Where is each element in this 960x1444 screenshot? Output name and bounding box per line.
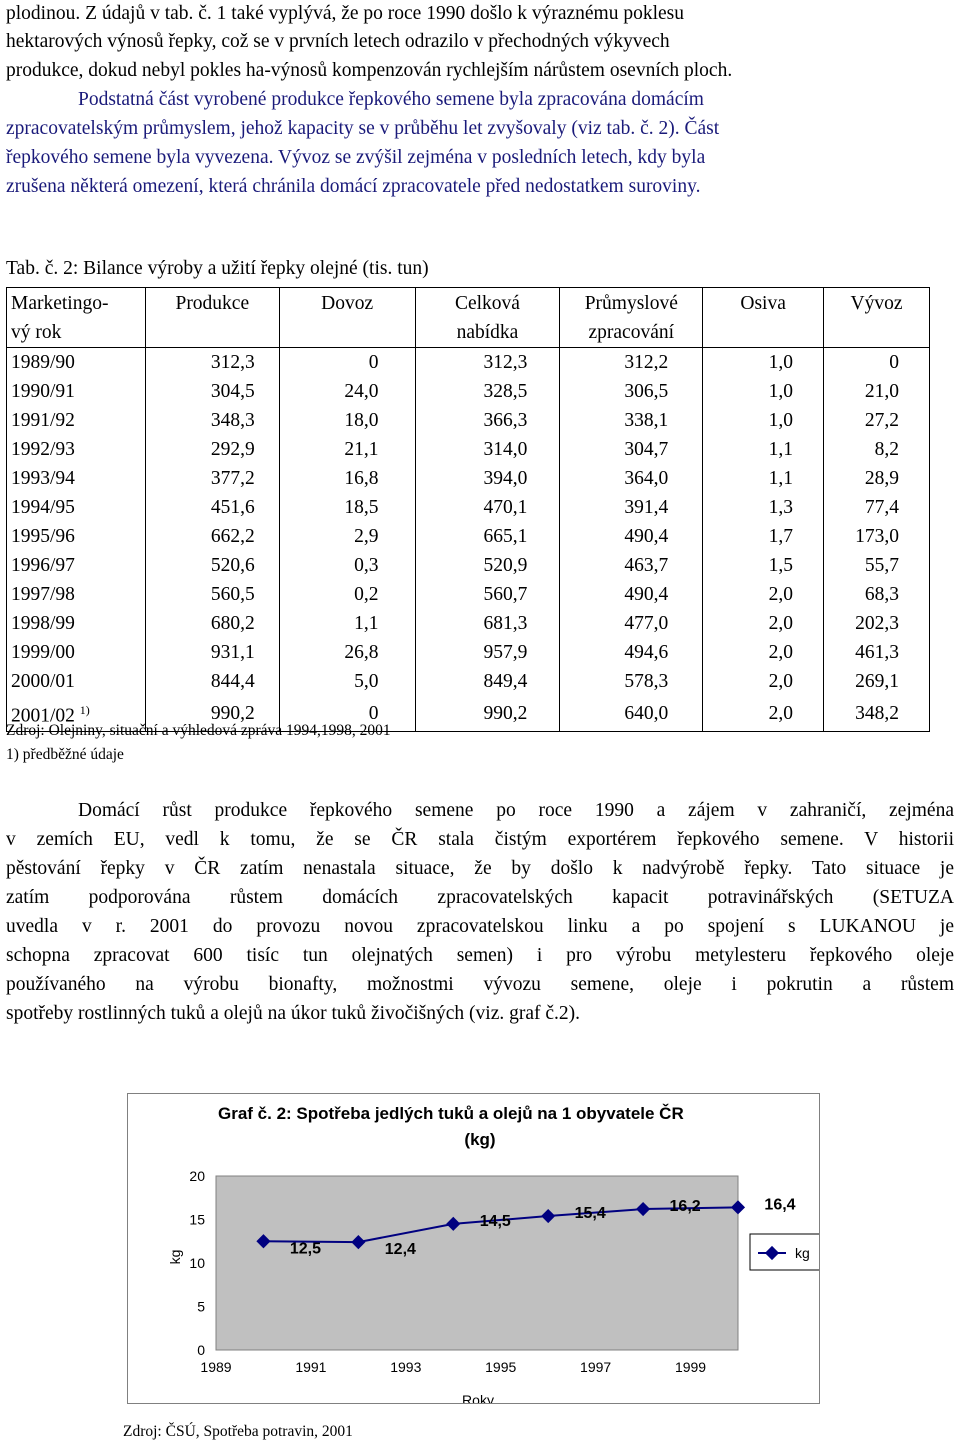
table-cell: 306,5 — [560, 377, 703, 406]
data-label: 16,4 — [764, 1196, 796, 1214]
header-year: Marketingo- vý rok — [7, 288, 146, 348]
table-cell: 0 — [824, 348, 930, 378]
table-cell: 1,1 — [703, 435, 824, 464]
intro-line: Podstatná část vyrobené produkce řepkového semene byla zpracována domácím — [78, 89, 704, 110]
body-line: v zemích EU, vedl k tomu, že se ČR stala čistým exportérem řepkového semene. V historii — [6, 829, 954, 850]
table-cell: 328,5 — [415, 377, 560, 406]
table-cell: 24,0 — [279, 377, 415, 406]
chart-title-line-1: Graf č. 2: Spotřeba jedlých tuků a olejů na 1 obyvatele ČR — [218, 1104, 684, 1123]
x-tick-label: 1995 — [485, 1359, 517, 1375]
x-tick-label: 1991 — [295, 1359, 327, 1375]
legend — [750, 1234, 819, 1270]
table-source: Zdroj: Olejniny, situační a výhledová zpráva 1994,1998, 2001 — [6, 722, 391, 739]
table-row — [7, 638, 930, 667]
chart-frame — [127, 1093, 820, 1404]
chart-source: Zdroj: ČSÚ, Spotřeba potravin, 2001 — [123, 1423, 353, 1440]
table-cell: 391,4 — [560, 493, 703, 522]
table-row — [7, 406, 930, 435]
footnote-marker: 1) — [79, 703, 90, 717]
table-cell: 269,1 — [824, 667, 930, 696]
table-cell: 2,0 — [703, 638, 824, 667]
body-line: používaného na výrobu bionafty, možnostmi vývozu semene, oleje i pokrutin a růstem — [6, 974, 954, 995]
table-cell: 1,3 — [703, 493, 824, 522]
table-cell: 990,2 — [415, 696, 560, 731]
table-cell: 312,3 — [145, 348, 279, 378]
table-cell-year: 2000/01 — [7, 667, 146, 696]
table-cell: 304,5 — [145, 377, 279, 406]
x-axis-label: Roky — [462, 1392, 494, 1403]
y-tick-label: 20 — [189, 1168, 205, 1184]
table-cell: 21,1 — [279, 435, 415, 464]
table-cell: 640,0 — [560, 696, 703, 731]
table-cell: 28,9 — [824, 464, 930, 493]
table-cell: 0 — [279, 348, 415, 378]
body-line: zatím podporována růstem domácích zpracovatelských kapacit potravinářských (SETUZA — [6, 887, 954, 908]
table-cell: 377,2 — [145, 464, 279, 493]
table-cell: 394,0 — [415, 464, 560, 493]
table-cell: 173,0 — [824, 522, 930, 551]
body-line: Domácí růst produkce řepkového semene po roce 1990 a zájem v zahraničí, zejména — [78, 800, 954, 821]
table-row — [7, 667, 930, 696]
table-row — [7, 348, 930, 378]
table-cell: 0,3 — [279, 551, 415, 580]
table-cell: 348,2 — [824, 696, 930, 731]
table-cell: 477,0 — [560, 609, 703, 638]
table-cell: 560,7 — [415, 580, 560, 609]
table-cell: 27,2 — [824, 406, 930, 435]
table-cell: 844,4 — [145, 667, 279, 696]
intro-line: plodinou. Z údajů v tab. č. 1 také vyplývá, že po roce 1990 došlo k výraznému poklesu — [6, 3, 685, 24]
table-cell-year-text: 2001/02 — [11, 705, 75, 727]
header-prumyslove-zpracovani: Průmyslové zpracování — [560, 288, 703, 348]
data-label: 16,2 — [669, 1198, 701, 1216]
bilance-table — [6, 287, 930, 732]
table-cell: 665,1 — [415, 522, 560, 551]
table-cell: 1,7 — [703, 522, 824, 551]
data-label: 12,5 — [289, 1240, 322, 1258]
table-cell: 849,4 — [415, 667, 560, 696]
table-row — [7, 580, 930, 609]
table-cell: 202,3 — [824, 609, 930, 638]
y-tick-label: 0 — [197, 1342, 205, 1358]
table-cell: 77,4 — [824, 493, 930, 522]
table-cell: 2,0 — [703, 696, 824, 731]
table-cell-year: 1991/92 — [7, 406, 146, 435]
chart-title-line-2: (kg) — [464, 1130, 496, 1149]
table-header-row — [7, 288, 930, 348]
legend-label: kg — [795, 1245, 810, 1261]
table-cell: 364,0 — [560, 464, 703, 493]
table-cell: 16,8 — [279, 464, 415, 493]
table-cell: 0,2 — [279, 580, 415, 609]
table-cell: 18,0 — [279, 406, 415, 435]
table-cell: 1,0 — [703, 348, 824, 378]
header-produkce: Produkce — [145, 288, 279, 348]
table-cell: 931,1 — [145, 638, 279, 667]
y-tick-label: 15 — [189, 1211, 205, 1228]
table-cell: 2,9 — [279, 522, 415, 551]
table-cell: 470,1 — [415, 493, 560, 522]
table-cell: 338,1 — [560, 406, 703, 435]
table-cell: 680,2 — [145, 609, 279, 638]
table-cell: 348,3 — [145, 406, 279, 435]
body-line: schopna zpracovat 600 tisíc tun olejnatých semen) i pro výrobu metylesteru řepkového oleje — [6, 945, 954, 966]
table-cell: 366,3 — [415, 406, 560, 435]
table-cell: 490,4 — [560, 580, 703, 609]
table-cell: 0 — [279, 696, 415, 731]
table-cell: 494,6 — [560, 638, 703, 667]
intro-line: produkce, dokud nebyl pokles ha-výnosů kompenzován rychlejším nárůstem osevních ploch. — [6, 60, 733, 81]
header-dovoz: Dovoz — [279, 288, 415, 348]
table-cell: 2,0 — [703, 580, 824, 609]
intro-line: hektarových výnosů řepky, což se v prvních letech odrazilo v přechodných výkyvech — [6, 31, 670, 52]
table-cell: 520,9 — [415, 551, 560, 580]
y-tick-label: 10 — [189, 1255, 205, 1271]
table-caption: Tab. č. 2: Bilance výroby a užití řepky olejné (tis. tun) — [6, 258, 429, 279]
table-cell: 463,7 — [560, 551, 703, 580]
table-cell: 312,2 — [560, 348, 703, 378]
body-line: uvedla v r. 2001 do provozu novou zpracovatelskou linku a po spojení s LUKANOU je — [6, 916, 954, 937]
consumption-line-chart — [128, 1094, 819, 1403]
table-cell: 451,6 — [145, 493, 279, 522]
table-cell: 520,6 — [145, 551, 279, 580]
table-cell-year: 1995/96 — [7, 522, 146, 551]
data-label: 15,4 — [574, 1205, 606, 1223]
table-cell: 990,2 — [145, 696, 279, 731]
table-cell-year: 1997/98 — [7, 580, 146, 609]
table-cell: 1,1 — [703, 464, 824, 493]
y-axis — [189, 1168, 205, 1358]
table-row — [7, 435, 930, 464]
table-cell: 957,9 — [415, 638, 560, 667]
table-cell: 292,9 — [145, 435, 279, 464]
table-cell: 461,3 — [824, 638, 930, 667]
intro-line: řepkového semene byla vyvezena. Vývoz se zvýšil zejména v posledních letech, kdy byla — [6, 147, 706, 168]
table-cell: 560,5 — [145, 580, 279, 609]
table-row — [7, 464, 930, 493]
table-cell: 1,1 — [279, 609, 415, 638]
data-label: 14,5 — [479, 1212, 511, 1230]
table-cell-year: 1996/97 — [7, 551, 146, 580]
intro-line: zrušena některá omezení, která chránila domácí zpracovatele před nedostatkem suroviny. — [6, 176, 701, 197]
table-cell: 18,5 — [279, 493, 415, 522]
table-cell: 2,0 — [703, 667, 824, 696]
table-cell: 2,0 — [703, 609, 824, 638]
table-cell-year: 1998/99 — [7, 609, 146, 638]
table-row — [7, 493, 930, 522]
table-cell: 662,2 — [145, 522, 279, 551]
table-cell: 26,8 — [279, 638, 415, 667]
table-cell: 681,3 — [415, 609, 560, 638]
x-axis — [200, 1359, 706, 1375]
table-row — [7, 609, 930, 638]
table-cell: 8,2 — [824, 435, 930, 464]
y-axis-label: kg — [167, 1249, 183, 1265]
data-label: 12,4 — [384, 1241, 416, 1259]
header-vyvoz: Vývoz — [824, 288, 930, 348]
table-cell-year: 1994/95 — [7, 493, 146, 522]
x-tick-label: 1999 — [674, 1359, 707, 1375]
table-cell-year: 1990/91 — [7, 377, 146, 406]
header-osiva: Osiva — [703, 288, 824, 348]
table-cell: 578,3 — [560, 667, 703, 696]
table-cell: 1,0 — [703, 377, 824, 406]
table-cell: 5,0 — [279, 667, 415, 696]
body-line: spotřeby rostlinných tuků a olejů na úkor tuků živočišných (viz. graf č.2). — [6, 1003, 581, 1024]
intro-line: zpracovatelským průmyslem, jehož kapacity se v průběhu let zvyšovaly (viz tab. č. 2). Část — [6, 118, 720, 139]
body-line: pěstování řepky v ČR zatím nenastala situace, že by došlo k nadvýrobě řepky. Tato situace je — [6, 858, 954, 879]
table-cell: 68,3 — [824, 580, 930, 609]
table-cell: 314,0 — [415, 435, 560, 464]
table-cell: 1,5 — [703, 551, 824, 580]
header-celkova-nabidka: Celková nabídka — [415, 288, 560, 348]
x-tick-label: 1993 — [390, 1359, 422, 1375]
y-tick-label: 5 — [197, 1298, 205, 1315]
table-cell: 55,7 — [824, 551, 930, 580]
table-cell: 490,4 — [560, 522, 703, 551]
table-cell-year: 1993/94 — [7, 464, 146, 493]
table-row — [7, 551, 930, 580]
x-tick-label: 1989 — [200, 1359, 232, 1375]
table-row — [7, 522, 930, 551]
table-row — [7, 377, 930, 406]
table-cell: 304,7 — [560, 435, 703, 464]
table-cell: 1,0 — [703, 406, 824, 435]
table-cell-year: 1999/00 — [7, 638, 146, 667]
table-footnote: 1) předběžné údaje — [6, 746, 124, 763]
table-cell-year: 1992/93 — [7, 435, 146, 464]
x-tick-label: 1997 — [580, 1359, 612, 1375]
table-cell-year: 1989/90 — [7, 348, 146, 378]
table-cell: 21,0 — [824, 377, 930, 406]
plot-area — [216, 1176, 738, 1350]
table-cell: 312,3 — [415, 348, 560, 378]
